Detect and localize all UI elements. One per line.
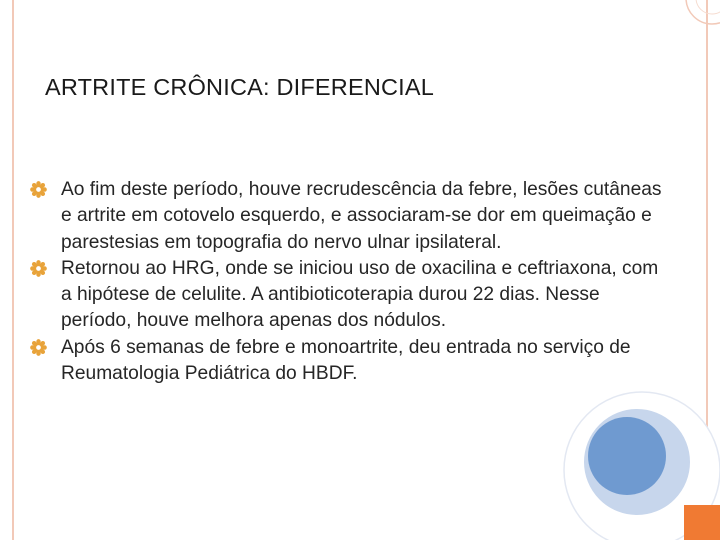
gear-flower-icon (30, 339, 47, 356)
gear-flower-icon (30, 181, 47, 198)
deco-circle-inner (588, 417, 666, 495)
deco-circle-mid (583, 408, 691, 516)
bullet-item (30, 335, 670, 388)
frame-line-right (706, 0, 708, 540)
frame-line-left (12, 0, 14, 540)
bullet-text: Retornou ao HRG, onde se iniciou uso de oxacilina e ceftriaxona, com a hipótese de celulite. A antibioticoterapia durou 22 dias. Nesse período, houve melhora apenas dos nódulos. (61, 257, 659, 332)
bullet-list (30, 177, 670, 387)
bullet-text: Ao fim deste período, houve recrudescência da febre, lesões cutâneas e artrite em cotovelo esquerdo, e associaram-se dor em queimação e parestesias em topografia do nervo ulnar ipsilateral. (61, 179, 662, 253)
gear-flower-icon (30, 260, 47, 277)
bullet-text: Após 6 semanas de febre e monoartrite, deu entrada no serviço de Reumatologia Pediátrica do HBDF. (61, 336, 631, 385)
deco-circle-top (686, 0, 720, 24)
slide-title: ARTRITE CRÔNICA: DIFERENCIAL (45, 74, 435, 100)
bullet-item (30, 177, 670, 256)
bullet-item (30, 256, 670, 335)
deco-circle-top-inner (696, 0, 720, 14)
deco-circle-outer (564, 392, 720, 540)
deco-square-orange (684, 505, 720, 540)
